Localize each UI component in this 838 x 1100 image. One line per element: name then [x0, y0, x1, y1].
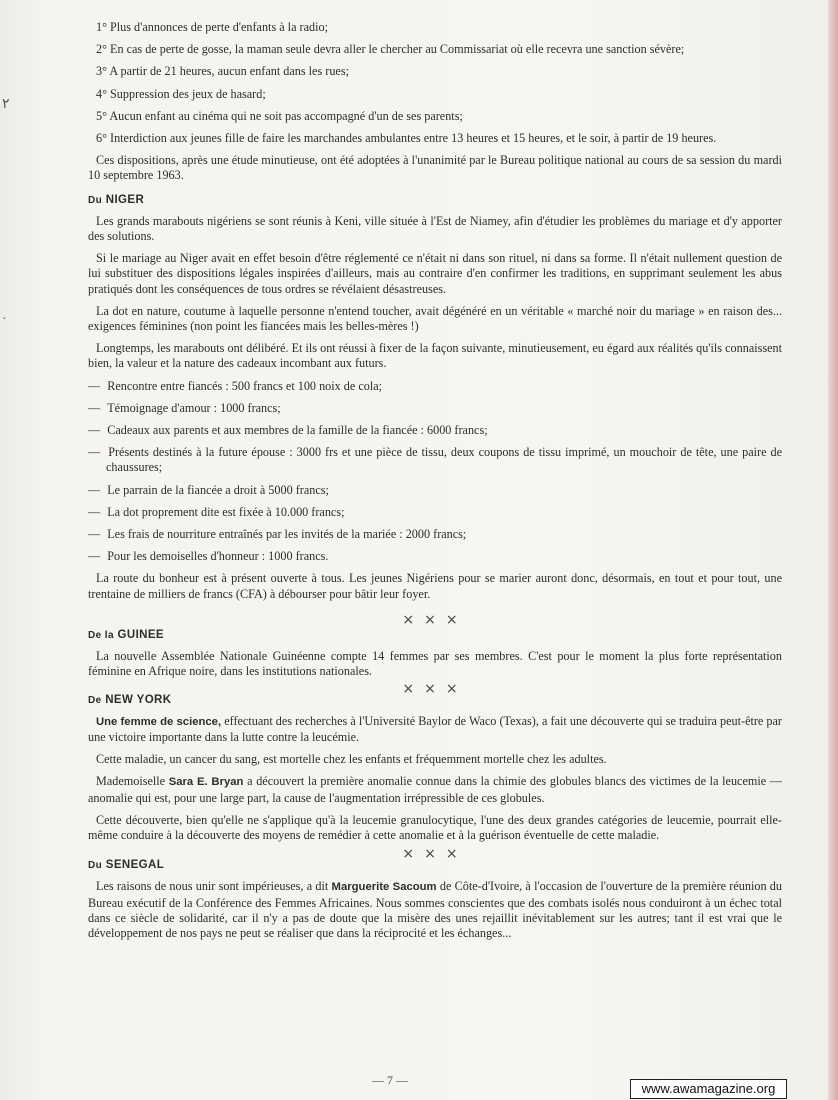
newyork-paragraph: Cette maladie, un cancer du sang, est mortelle chez les enfants et fréquemment mortelle chez les adultes. — [96, 752, 607, 767]
item-2: 2° En cas de perte de gosse, la maman seule devra aller le chercher au Commissariat où elle recevra une sanction sévère; — [96, 42, 685, 57]
list-item: — Les frais de nourriture entraînés par les invités de la mariée : 2000 francs; — [88, 527, 782, 542]
niger-closing: La route du bonheur est à présent ouverte à tous. Les jeunes Nigériens pour se marier auront donc, désormais, en tout et pour tout, une trentaine de milliers de francs (CFA) à débourser pour bâtir leur foyer. — [88, 571, 782, 601]
text: Les raisons de nous unir sont impérieuses, a dit — [96, 879, 332, 894]
niger-paragraph: Si le mariage au Niger avait en effet besoin d'être réglementé ce n'était ni dans son rituel, ni dans sa forme. Il n'était nullement question de lui substituer des dispositions légales inspirées d'ailleurs, mais au contraire d'en confirmer les traditions, en supprimant seulement les abus pratiqués dont les conséquences de tous ordres se révélaient désastreuses. — [88, 251, 782, 296]
separator: ××× — [402, 611, 468, 628]
section-prefix: De — [88, 694, 102, 706]
bold-name: Sara E. Bryan — [168, 776, 244, 789]
watermark-link[interactable]: www.awamagazine.org — [630, 1079, 787, 1099]
scan-mark: · — [2, 312, 7, 327]
separator: ××× — [402, 846, 468, 863]
section-title: SENEGAL — [105, 859, 165, 872]
newyork-paragraph: Cette découverte, bien qu'elle ne s'applique qu'à la leucemie granulocytique, l'une des deux grandes catégories de leucemie, pourrait elle-même conduire à la découverte des moyens de remédier à cette anomalie et à la guérison éventuelle de cette maladie. — [88, 812, 782, 842]
scan-mark: ٢ — [2, 97, 10, 112]
text: Mademoiselle — [96, 774, 169, 789]
item-6: 6° Interdiction aux jeunes fille de faire les marchandes ambulantes entre 13 heures et 15 heures, et le soir, à partir de 19 heures. — [96, 131, 717, 146]
section-prefix: Du — [88, 194, 103, 206]
separator: ××× — [402, 680, 468, 697]
item-5: 5° Aucun enfant au cinéma qui ne soit pas accompagné d'un de ses parents; — [96, 108, 463, 123]
niger-paragraph: La dot en nature, coutume à laquelle personne n'entend toucher, avait dégénéré en un véritable « marché noir du mariage » en raison des... exigences féminines (non point les fiancées mais les belles-mères !) — [88, 303, 782, 334]
list-item: — Cadeaux aux parents et aux membres de la famille de la fiancée : 6000 francs; — [88, 423, 782, 438]
niger-paragraph: Les grands marabouts nigériens se sont réunis à Keni, ville située à l'Est de Niamey, afin d'étudier les problèmes du mariage et d'y apporter des solutions. — [88, 213, 782, 244]
list-item: — Pour les demoiselles d'honneur : 1000 francs. — [88, 549, 782, 564]
item-3: 3° A partir de 21 heures, aucun enfant dans les rues; — [96, 64, 349, 79]
section-prefix: De la — [88, 629, 114, 641]
text: de Côte-d'Ivoire, à l'occasion de l'ouverture de la première réunion du Bureau exécutif de la Conférence des Femmes Africaines. Nous sommes conscientes que des combats isolés nous conduiront à un échec total dans ce siècle de solidarité, car il n'y a pas de doute que la misère des unes rejaillit inévitablement sur les autres; tant il est vrai que le développement de nos pays ne peut se réaliser que dans la réciprocité et les échanges... — [88, 879, 782, 940]
text: effectuant des recherches à l'Université Baylor de Waco (Texas), a fait une découverte qui se traduira peut-être par une victoire importante dans la lutte contre la leucémie. — [88, 713, 782, 744]
section-prefix: Du — [88, 860, 103, 872]
section-title: NIGER — [105, 193, 145, 206]
item-4: 4° Suppression des jeux de hasard; — [96, 86, 266, 101]
section-heading-guinee — [88, 628, 782, 643]
list-item: — Le parrain de la fiancée a droit à 5000 francs; — [88, 483, 782, 498]
niger-paragraph: Longtemps, les marabouts ont délibéré. Et ils ont réussi à fixer de la façon suivante, minutieusement, eu égard aux réalités qu'ils connaissent bien, la valeur et la nature des cadeaux incombant aux futurs. — [88, 341, 782, 371]
section-title: GUINEE — [117, 628, 165, 641]
article-body — [88, 20, 782, 948]
list-item: — Témoignage d'amour : 1000 francs; — [88, 401, 782, 416]
text: a découvert la première anomalie connue dans la chimie des globules blancs des victimes de la leucemie — anomalie qui est, pour une large part, la cause de l'augmentation irrépressible de ces globules. — [88, 774, 782, 805]
list-item: — Rencontre entre fiancés : 500 francs et 100 noix de cola; — [88, 379, 782, 394]
page-edge — [828, 0, 838, 1100]
bold-name: Marguerite Sacoum — [331, 881, 437, 894]
section-title: NEW YORK — [105, 693, 172, 706]
bold-phrase: Une femme de science, — [96, 715, 222, 728]
newyork-paragraph — [88, 714, 782, 745]
section-heading-niger — [88, 193, 782, 208]
guinee-paragraph: La nouvelle Assemblée Nationale Guinéenne compte 14 femmes par ses membres. C'est pour le moment la plus forte représentation féminine en Afrique noire, dans les institutions nationales. — [88, 649, 782, 679]
dispositions-paragraph: Ces dispositions, après une étude minutieuse, ont été adoptées à l'unanimité par le Bureau politique national au cours de sa session du mardi 10 septembre 1963. — [88, 153, 782, 183]
gift-list — [88, 379, 782, 565]
list-item: — Présents destinés à la future épouse : 3000 frs et une pièce de tissu, deux coupons de tissu imprimé, un mouchoir de tête, une paire de chaussures; — [88, 445, 782, 475]
newyork-paragraph — [88, 774, 782, 805]
senegal-paragraph — [88, 879, 782, 941]
item-1: 1° Plus d'annonces de perte d'enfants à la radio; — [96, 20, 328, 34]
list-item: — La dot proprement dite est fixée à 10.000 francs; — [88, 505, 782, 520]
page-number: — 7 — — [372, 1073, 408, 1087]
